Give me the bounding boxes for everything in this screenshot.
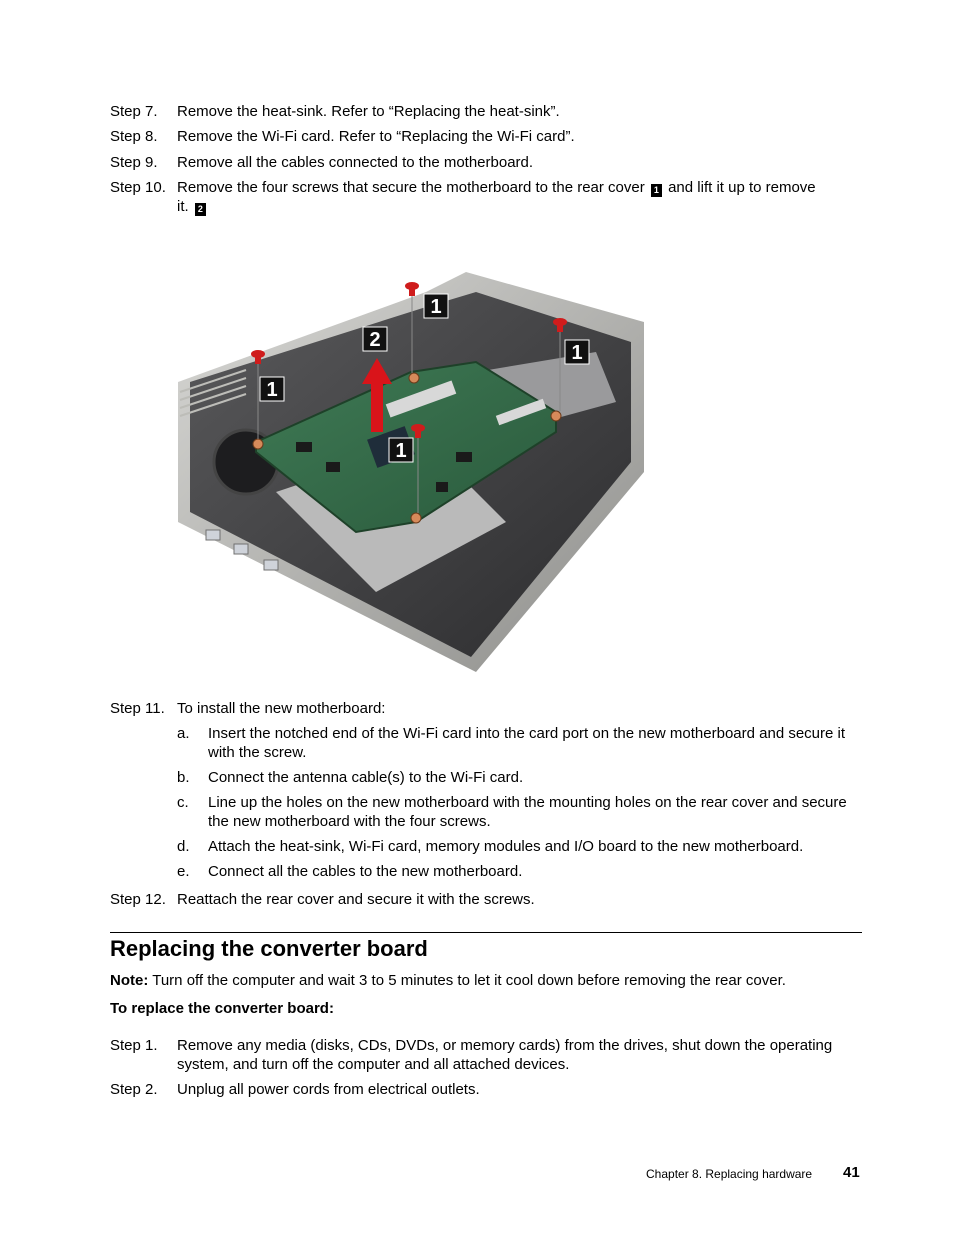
note	[110, 971, 786, 990]
figure-callout: 2	[369, 329, 381, 351]
footer-chapter: Chapter 8. Replacing hardware	[646, 1167, 813, 1181]
substep-text: Attach the heat-sink, Wi-Fi card, memory modules and I/O board to the new motherboard.	[208, 838, 804, 855]
step-text: Remove the Wi-Fi card. Refer to “Replacing the Wi-Fi card”.	[177, 128, 575, 145]
step-label: Step 9.	[110, 154, 158, 171]
figure-callout: 1	[571, 342, 583, 364]
step10-text-2: and lift it up to remove	[668, 179, 816, 196]
step-text: Reattach the rear cover and secure it with the screws.	[177, 891, 535, 908]
step10-text-3: it.	[177, 198, 189, 215]
substep-letter: d.	[177, 838, 190, 855]
substep-letter: b.	[177, 769, 190, 786]
step-label: Step 12.	[110, 891, 166, 908]
step-label: Step 2.	[110, 1081, 158, 1098]
step-text: Remove the heat-sink. Refer to “Replacing the heat-sink”.	[177, 103, 560, 120]
substep-text: Line up the holes on the new motherboard with the mounting holes on the rear cover and secure the new motherboard with the four screws.	[208, 794, 847, 830]
step-text	[177, 178, 867, 216]
note-label: Note:	[110, 972, 149, 989]
page-number: 41	[843, 1164, 860, 1181]
step-text: Remove any media (disks, CDs, DVDs, or memory cards) from the drives, shut down the operating system, and turn off the computer and all attached devices.	[177, 1037, 833, 1073]
step10-text-1: Remove the four screws that secure the motherboard to the rear cover	[177, 179, 645, 196]
step-label: Step 10.	[110, 179, 166, 196]
motherboard-removal-figure	[176, 232, 644, 682]
step-label: Step 7.	[110, 103, 158, 120]
step-text: Unplug all power cords from electrical outlets.	[177, 1081, 480, 1098]
step-text: Remove all the cables connected to the motherboard.	[177, 154, 534, 171]
figure-callout: 1	[395, 440, 407, 462]
callout-badge: 1	[651, 184, 662, 197]
substep-letter: a.	[177, 725, 190, 742]
section-divider	[110, 932, 862, 933]
procedure-title: To replace the converter board:	[110, 1000, 334, 1017]
step-label: Step 1.	[110, 1037, 158, 1054]
substep-text: Connect the antenna cable(s) to the Wi-Fi card.	[208, 769, 524, 786]
step-label: Step 8.	[110, 128, 158, 145]
substep-text: Insert the notched end of the Wi-Fi card into the card port on the new motherboard and secure it with the screw.	[208, 725, 846, 761]
note-text: Turn off the computer and wait 3 to 5 minutes to let it cool down before removing the rear cover.	[152, 972, 786, 989]
step-label: Step 11.	[110, 700, 165, 717]
figure-callout: 1	[266, 379, 278, 401]
figure-callout: 1	[430, 296, 442, 318]
substep-letter: c.	[177, 794, 189, 811]
section-heading: Replacing the converter board	[110, 936, 428, 961]
callout-badge: 2	[195, 203, 206, 216]
step-text: To install the new motherboard:	[177, 700, 386, 717]
substep-letter: e.	[177, 863, 190, 880]
substep-text: Connect all the cables to the new motherboard.	[208, 863, 523, 880]
